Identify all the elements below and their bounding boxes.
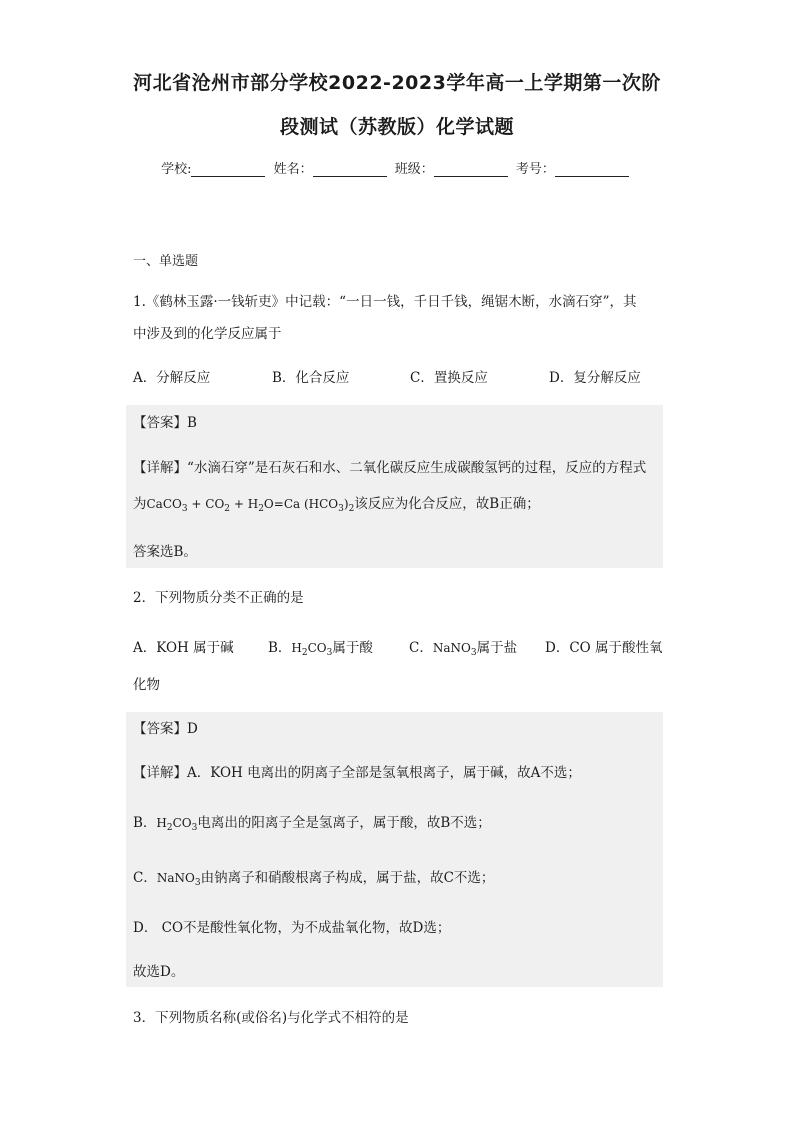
q1-conclusion: 答案选B。 [133,544,197,560]
q2-answer: 【答案】D [133,721,198,737]
q2-detail-b: B．$H_2CO_3$电离出的阳离子全是氢离子，属于酸，故B不选； [133,815,491,833]
q1-equation: CaCO$_3$ + $CO_2 + H_2O=Ca$ $(HCO_3)_2$ [146,497,355,514]
q2-answer-box [126,712,663,987]
q2-conclusion: 故选D。 [133,964,185,980]
page-title-line2: 段测试（苏教版）化学试题 [279,116,514,138]
school-label: 学校: [161,162,192,177]
q2-option-c: C．NaNO$_3$属于盐 [409,640,518,658]
class-blank [434,162,508,177]
q2-detail-d: D． CO不是酸性氧化物，为不成盐氧化物，故D选； [133,920,451,936]
q2-option-d-wrap: 化物 [133,677,160,693]
q1-option-c: C．置换反应 [410,370,488,386]
q1-option-b: B．化合反应 [272,370,350,386]
student-info-row [0,158,794,177]
name-blank [313,162,387,177]
q1-answer-box [126,405,663,568]
number-label: 考号： [515,162,555,177]
section-title: 一、单选题 [133,254,199,269]
q3-stem: 3．下列物质名称(或俗名)与化学式不相符的是 [133,1010,409,1026]
q1-detail-line1: 【详解】“水滴石穿”是石灰石和水、二氧化碳反应生成碳酸氢钙的过程，反应的方程式 [133,460,647,476]
q2-option-d: D．CO 属于酸性氧 [545,640,663,656]
q2-detail-a: 【详解】A．KOH 电离出的阴离子全部是氢氧根离子，属于碱，故A不选； [133,765,581,781]
q2-option-b: B．$H_2CO_3$属于酸 [268,640,373,658]
name-label: 姓名： [273,162,313,177]
q1-option-d: D．复分解反应 [549,370,641,386]
q2-option-a: A．KOH 属于碱 [133,640,234,656]
page-title-line1: 河北省沧州市部分学校2022-2023学年高一上学期第一次阶 [133,72,661,94]
q2-detail-c: C．NaNO$_3$由钠离子和硝酸根离子构成，属于盐，故C不选； [133,870,495,888]
q1-stem-line2: 中涉及到的化学反应属于 [133,326,282,342]
q1-stem-line1: 1.《鹤林玉露·一钱斩吏》中记载：“一日一钱，千日千钱，绳锯木断，水滴石穿”，其 [133,294,637,310]
q1-detail-line2: 为CaCO$_3$ + $CO_2 + H_2O=Ca$ $(HCO_3)_2$该反应为化合反应，故B正确； [133,496,540,514]
q1-answer: 【答案】B [133,415,197,431]
q1-option-a: A．分解反应 [133,370,211,386]
q2-stem: 2．下列物质分类不正确的是 [133,590,304,606]
number-blank [555,162,629,177]
class-label: 班级： [394,162,434,177]
school-blank [191,162,265,177]
